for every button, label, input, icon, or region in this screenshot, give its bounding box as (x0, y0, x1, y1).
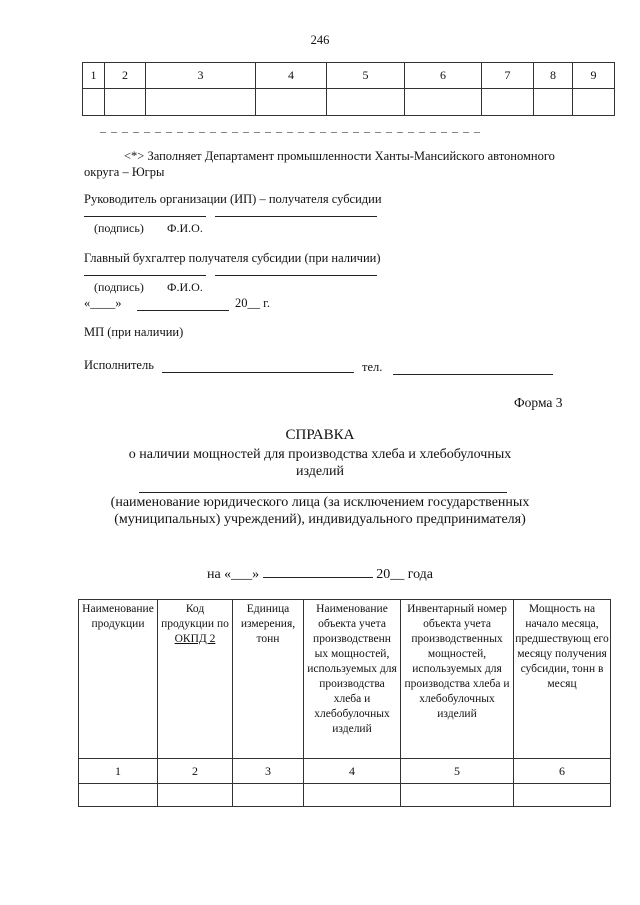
executor-line (162, 372, 354, 373)
entity-name-line (139, 492, 507, 493)
sign-date-year: 20__ г. (235, 296, 270, 310)
top-table-header-row (83, 63, 615, 89)
top-table-cell: 6 (405, 63, 482, 89)
col-header-inventory-number: Инвентарный номер объекта учета производственных мощностей, используемых для производства хлеба и хлебобулочных изделий (401, 600, 514, 759)
sign-date-month-line (137, 310, 229, 311)
top-table-cell: 4 (256, 63, 327, 89)
top-table-cell: 1 (83, 63, 105, 89)
top-table-cell: 3 (146, 63, 256, 89)
form-subtitle: о наличии мощностей для производства хлеба и хлебобулочных изделий (128, 447, 512, 479)
sign-date-day: «____» (84, 296, 122, 310)
capacity-table-empty-row (79, 784, 611, 807)
top-table-empty-row (83, 89, 615, 116)
col-number: 6 (514, 759, 611, 784)
head-sign-caption: (подпись) (94, 221, 144, 235)
col-header-code: Код продукции по ОКПД 2 (158, 600, 233, 759)
top-table-cell: 8 (534, 63, 573, 89)
col-number: 3 (233, 759, 304, 784)
phone-line (393, 374, 553, 375)
col-number: 2 (158, 759, 233, 784)
head-name-line (215, 216, 377, 217)
report-date-prefix: на «___» (206, 567, 260, 582)
top-table (82, 62, 615, 116)
stamp-label: МП (при наличии) (84, 325, 184, 339)
report-date-month-line (263, 565, 373, 578)
accountant-name-line (215, 275, 377, 276)
col-header-unit: Единица измерения, тонн (233, 600, 304, 759)
top-table-cell: 9 (573, 63, 615, 89)
col-header-product: Наименование продукции (79, 600, 158, 759)
top-table-cell: 7 (482, 63, 534, 89)
form-title: СПРАВКА (285, 427, 355, 443)
top-table-cell: 5 (327, 63, 405, 89)
executor-label: Исполнитель (84, 358, 154, 372)
col-header-capacity: Мощность на начало месяца, предшествующ его месяцу получения субсидии, тонн в месяц (514, 600, 611, 759)
accountant-label: Главный бухгалтер получателя субсидии (при наличии) (84, 251, 381, 265)
accountant-sign-line (84, 275, 206, 276)
dashed-separator: – – – – – – – – – – – – – – – – – – – – – – – – – – – – – – – – – – – (100, 124, 481, 138)
head-sign-line (84, 216, 206, 217)
col-number: 4 (304, 759, 401, 784)
capacity-table-header-row (79, 600, 611, 759)
head-fio-caption: Ф.И.О. (167, 221, 203, 235)
capacity-table (78, 599, 611, 807)
top-table-cell: 2 (105, 63, 146, 89)
okpd-code: ОКПД 2 (174, 633, 216, 645)
accountant-fio-caption: Ф.И.О. (167, 280, 203, 294)
col-header-object-name: Наименование объекта учета производственн ых мощностей, используемых для производства хлеба и хлебобулочных изделий (304, 600, 401, 759)
report-date (0, 565, 640, 583)
report-date-year: 20__ года (376, 567, 434, 582)
page-number: 246 (310, 33, 330, 47)
col-number: 1 (79, 759, 158, 784)
col-number: 5 (401, 759, 514, 784)
head-label: Руководитель организации (ИП) – получателя субсидии (84, 192, 382, 206)
legal-entity-caption: (наименование юридического лица (за исключением государственных (муниципальных) учреждений), индивидуального предпринимателя) (110, 495, 530, 527)
capacity-table-number-row (79, 759, 611, 784)
accountant-sign-caption: (подпись) (94, 280, 144, 294)
phone-label: тел. (362, 360, 383, 374)
footnote: <*> Заполняет Департамент промышленности Ханты-Мансийского автономного округа – Югры (84, 149, 555, 179)
form-label: Форма 3 (514, 395, 563, 410)
